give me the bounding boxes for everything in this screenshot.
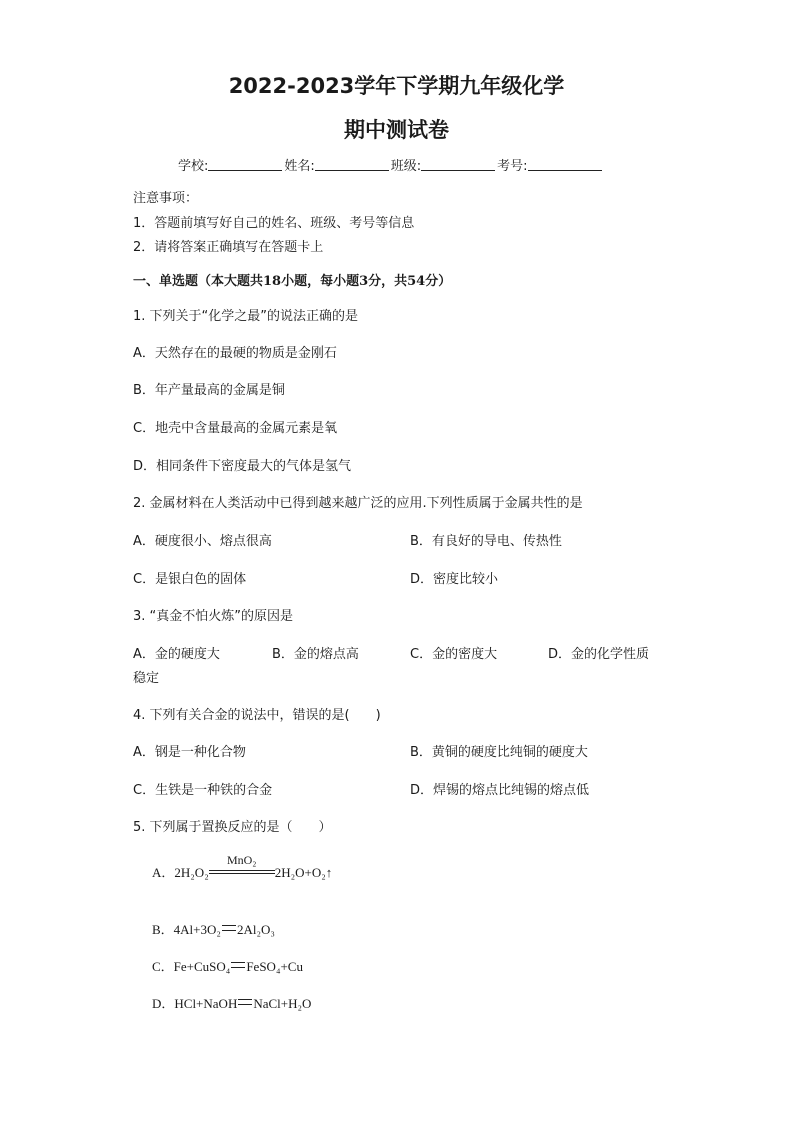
question-5-option-b	[152, 919, 275, 938]
name-blank	[315, 157, 389, 171]
option-d-reactants: HCl+NaOH	[174, 996, 238, 1011]
question-2-option-c: C．是银白色的固体	[133, 572, 247, 587]
number-label: 考号:	[497, 159, 528, 174]
question-4-stem: 4. 下列有关合金的说法中，错误的是( )	[133, 708, 381, 723]
question-2-stem: 2. 金属材料在人类活动中已得到越来越广泛的应用.下列性质属于金属共性的是	[133, 496, 583, 511]
question-1-option-a: A．天然存在的最硬的物质是金刚石	[133, 346, 337, 361]
exam-title: 2022-2023学年下学期九年级化学	[228, 74, 565, 98]
option-c-products: FeSO₄+Cu	[246, 959, 303, 974]
question-2-option-b: B．有良好的导电、传热性	[410, 534, 562, 549]
question-5-stem: 5. 下列属于置换反应的是（ ）	[133, 820, 332, 835]
school-blank	[208, 157, 282, 171]
option-a-products: 2H₂O+O₂↑	[274, 865, 333, 880]
option-c-label: C．	[152, 959, 174, 974]
question-2-option-a: A．硬度很小、熔点很高	[133, 534, 272, 549]
equals-sign	[231, 962, 245, 968]
option-d-label: D．	[152, 996, 175, 1011]
question-1-option-b: B．年产量最高的金属是铜	[133, 383, 285, 398]
equals-sign	[222, 925, 236, 931]
question-4-option-c: C．生铁是一种铁的合金	[133, 783, 273, 798]
number-blank	[528, 157, 602, 171]
option-c-reactants: Fe+CuSO₄	[173, 959, 231, 974]
option-b-reactants: 4Al+3O₂	[173, 922, 221, 937]
option-a-reactants: 2H₂O₂	[174, 865, 209, 880]
notes-item-1: 1．答题前填写好自己的姓名、班级、考号等信息	[133, 216, 415, 231]
question-3-option-a: A．金的硬度大	[133, 647, 220, 662]
student-info-row	[178, 155, 604, 174]
catalyst-arrow	[209, 853, 275, 879]
option-d-products: NaCl+H₂O	[253, 996, 312, 1011]
question-3-stem: 3. “真金不怕火炼”的原因是	[133, 609, 294, 624]
section-heading: 一、单选题（本大题共18小题，每小题3分，共54分）	[133, 274, 452, 289]
question-4-option-a: A．钢是一种化合物	[133, 745, 246, 760]
notes-heading: 注意事项：	[133, 191, 199, 206]
question-3-option-b: B．金的熔点高	[272, 647, 359, 662]
class-blank	[421, 157, 495, 171]
catalyst-condition: MnO₂	[226, 853, 257, 867]
question-2-option-d: D．密度比较小	[410, 572, 499, 587]
school-label: 学校:	[178, 159, 209, 174]
question-1-option-d: D．相同条件下密度最大的气体是氢气	[133, 459, 352, 474]
equals-sign	[238, 999, 252, 1005]
exam-subtitle: 期中测试卷	[344, 118, 449, 142]
question-4-option-b: B．黄铜的硬度比纯铜的硬度大	[410, 745, 588, 760]
question-5-option-a	[152, 853, 333, 881]
option-a-label: A．	[152, 865, 175, 880]
question-1-stem: 1. 下列关于“化学之最”的说法正确的是	[133, 309, 359, 324]
question-5-option-d	[152, 993, 311, 1012]
question-3-option-d-continued: 稳定	[133, 671, 160, 686]
notes-item-2: 2．请将答案正确填写在答题卡上	[133, 240, 324, 255]
option-b-products: 2Al₂O₃	[236, 922, 275, 937]
question-3-option-d: D．金的化学性质	[548, 647, 650, 662]
question-3-option-c: C．金的密度大	[410, 647, 498, 662]
option-b-label: B．	[152, 922, 174, 937]
question-5-option-c	[152, 956, 303, 975]
name-label: 姓名:	[284, 159, 315, 174]
question-1-option-c: C．地壳中含量最高的金属元素是氧	[133, 421, 338, 436]
class-label: 班级:	[390, 159, 422, 174]
question-4-option-d: D．焊锡的熔点比纯锡的熔点低	[410, 783, 590, 798]
